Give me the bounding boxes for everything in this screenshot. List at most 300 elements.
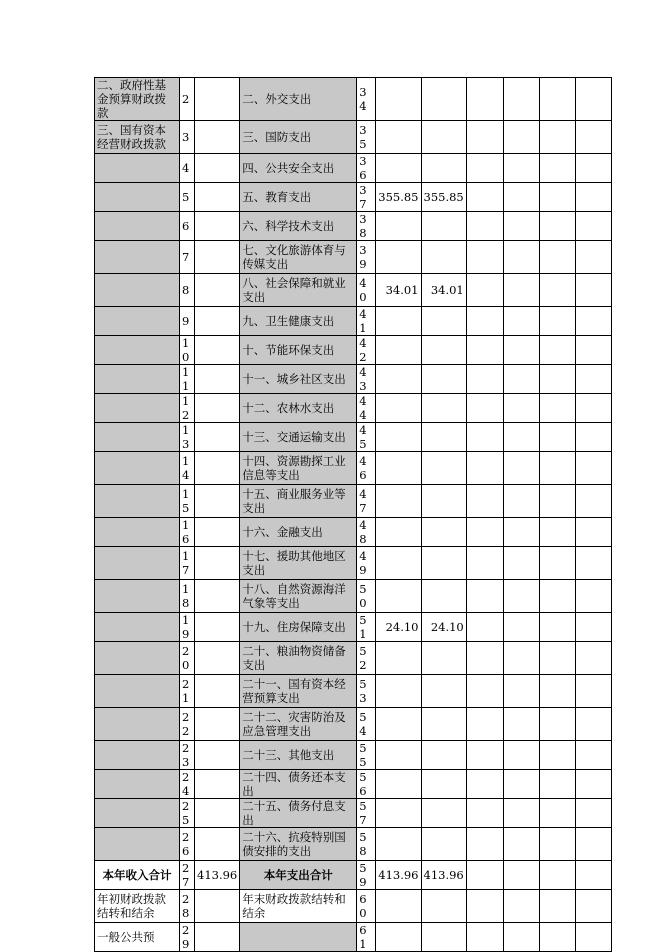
empty-cell [503, 675, 539, 708]
income-line-number: 17 [180, 547, 195, 580]
empty-cell [466, 890, 503, 923]
expense-item-label: 五、教育支出 [240, 183, 357, 212]
expense-amount-general [421, 828, 466, 861]
empty-cell [503, 828, 539, 861]
expense-line-number: 52 [357, 642, 376, 675]
expense-amount-general [421, 770, 466, 799]
empty-cell [575, 741, 611, 770]
table-row [95, 307, 612, 336]
income-item-label [95, 365, 180, 394]
general-budget-expense-line-number: 61 [357, 923, 376, 952]
general-budget-label: 一般公共预 [95, 923, 180, 952]
empty-cell [466, 580, 503, 613]
empty-cell [539, 923, 575, 952]
expense-amount-general [421, 485, 466, 518]
income-total-line-number: 27 [180, 861, 195, 890]
expense-amount-total: 34.01 [376, 274, 421, 307]
empty-cell [376, 923, 421, 952]
empty-cell [503, 741, 539, 770]
empty-cell [503, 580, 539, 613]
income-amount-cell [195, 485, 240, 518]
income-line-number: 5 [180, 183, 195, 212]
expense-item-label: 十二、农林水支出 [240, 394, 357, 423]
expense-item-label: 二十四、债务还本支出 [240, 770, 357, 799]
empty-cell [503, 307, 539, 336]
income-amount-cell [195, 241, 240, 274]
table-row [95, 547, 612, 580]
income-line-number: 11 [180, 365, 195, 394]
income-amount-cell [195, 675, 240, 708]
expense-amount-general [421, 741, 466, 770]
expense-amount-general [421, 708, 466, 741]
expense-line-number: 49 [357, 547, 376, 580]
expense-amount-total [376, 241, 421, 274]
expense-item-label: 十九、住房保障支出 [240, 613, 357, 642]
expense-amount-total [376, 547, 421, 580]
expense-item-label: 十七、援助其他地区支出 [240, 547, 357, 580]
income-item-label [95, 580, 180, 613]
expense-line-number: 45 [357, 423, 376, 452]
empty-cell [503, 121, 539, 154]
empty-cell [539, 485, 575, 518]
empty-cell [503, 452, 539, 485]
income-item-label [95, 241, 180, 274]
income-line-number: 16 [180, 518, 195, 547]
income-amount-cell [195, 154, 240, 183]
empty-cell [376, 890, 421, 923]
empty-cell [421, 890, 466, 923]
income-total-label: 本年收入合计 [95, 861, 180, 890]
income-amount-cell [195, 741, 240, 770]
table-row [95, 741, 612, 770]
expense-amount-general: 24.10 [421, 613, 466, 642]
income-line-number: 2 [180, 78, 195, 121]
end-carryover-label: 年末财政拨款结转和结余 [240, 890, 357, 923]
income-line-number: 15 [180, 485, 195, 518]
table-row [95, 212, 612, 241]
empty-cell [503, 336, 539, 365]
income-item-label [95, 518, 180, 547]
empty-cell [466, 708, 503, 741]
end-carryover-line-number: 60 [357, 890, 376, 923]
empty-cell [575, 547, 611, 580]
empty-cell [503, 547, 539, 580]
empty-cell [539, 394, 575, 423]
expense-amount-general [421, 212, 466, 241]
income-line-number: 6 [180, 212, 195, 241]
expense-line-number: 41 [357, 307, 376, 336]
empty-cell [466, 274, 503, 307]
income-total-amount: 413.96 [195, 861, 240, 890]
empty-cell [575, 307, 611, 336]
income-line-number: 12 [180, 394, 195, 423]
income-line-number: 20 [180, 642, 195, 675]
expense-line-number: 53 [357, 675, 376, 708]
income-item-label [95, 828, 180, 861]
expense-amount-general [421, 241, 466, 274]
income-amount-cell [195, 799, 240, 828]
expense-item-label: 十六、金融支出 [240, 518, 357, 547]
income-item-label [95, 613, 180, 642]
carryover-row [95, 890, 612, 923]
empty-cell [539, 183, 575, 212]
empty-cell [575, 675, 611, 708]
empty-cell [575, 642, 611, 675]
empty-cell [575, 485, 611, 518]
expense-item-label: 二十三、其他支出 [240, 741, 357, 770]
table-row [95, 241, 612, 274]
table-row [95, 121, 612, 154]
expense-item-label: 六、科学技术支出 [240, 212, 357, 241]
expense-amount-total [376, 307, 421, 336]
income-item-label: 二、政府性基金预算财政拨款 [95, 78, 180, 121]
income-amount-cell [195, 580, 240, 613]
empty-cell [575, 890, 611, 923]
total-row [95, 861, 612, 890]
income-amount-cell [195, 274, 240, 307]
expense-amount-total [376, 799, 421, 828]
empty-cell [466, 307, 503, 336]
table-row [95, 78, 612, 121]
empty-cell [539, 518, 575, 547]
table-row [95, 642, 612, 675]
empty-cell [539, 121, 575, 154]
expense-amount-total [376, 741, 421, 770]
expense-amount-general [421, 154, 466, 183]
expense-amount-total [376, 154, 421, 183]
table-row [95, 828, 612, 861]
empty-cell [539, 241, 575, 274]
empty-cell [575, 274, 611, 307]
income-line-number: 4 [180, 154, 195, 183]
expense-total-label: 本年支出合计 [240, 861, 357, 890]
expense-amount-total [376, 518, 421, 547]
empty-cell [539, 613, 575, 642]
empty-cell [195, 890, 240, 923]
empty-cell [503, 708, 539, 741]
empty-cell [195, 923, 240, 952]
empty-cell [539, 828, 575, 861]
income-line-number: 23 [180, 741, 195, 770]
income-item-label [95, 154, 180, 183]
expense-item-label: 八、社会保障和就业支出 [240, 274, 357, 307]
empty-cell [503, 154, 539, 183]
empty-cell [539, 365, 575, 394]
expense-amount-total [376, 828, 421, 861]
empty-cell [466, 394, 503, 423]
expense-amount-general: 355.85 [421, 183, 466, 212]
expense-item-label: 三、国防支出 [240, 121, 357, 154]
empty-cell [466, 547, 503, 580]
income-amount-cell [195, 307, 240, 336]
empty-cell [466, 452, 503, 485]
income-item-label [95, 423, 180, 452]
expense-item-label: 十、节能环保支出 [240, 336, 357, 365]
expense-amount-general [421, 452, 466, 485]
income-item-label [95, 212, 180, 241]
expense-line-number: 38 [357, 212, 376, 241]
empty-cell [539, 154, 575, 183]
expense-item-label: 二十二、灾害防治及应急管理支出 [240, 708, 357, 741]
expense-line-number: 48 [357, 518, 376, 547]
expense-line-number: 37 [357, 183, 376, 212]
empty-cell [575, 613, 611, 642]
table-row [95, 452, 612, 485]
table-row [95, 183, 612, 212]
income-amount-cell [195, 78, 240, 121]
empty-cell [503, 770, 539, 799]
income-amount-cell [195, 547, 240, 580]
general-budget-line-number: 29 [180, 923, 195, 952]
expense-line-number: 57 [357, 799, 376, 828]
empty-cell [466, 828, 503, 861]
empty-gray-cell [240, 923, 357, 952]
empty-cell [466, 121, 503, 154]
expense-amount-total: 24.10 [376, 613, 421, 642]
empty-cell [503, 365, 539, 394]
expense-line-number: 39 [357, 241, 376, 274]
income-amount-cell [195, 336, 240, 365]
income-line-number: 26 [180, 828, 195, 861]
empty-cell [466, 861, 503, 890]
empty-cell [575, 121, 611, 154]
empty-cell [575, 212, 611, 241]
income-line-number: 25 [180, 799, 195, 828]
income-item-label [95, 799, 180, 828]
empty-cell [575, 452, 611, 485]
expense-line-number: 50 [357, 580, 376, 613]
empty-cell [503, 212, 539, 241]
income-item-label: 三、国有资本经营财政拨款 [95, 121, 180, 154]
expense-amount-total [376, 675, 421, 708]
income-amount-cell [195, 212, 240, 241]
table-row [95, 580, 612, 613]
income-item-label [95, 274, 180, 307]
income-line-number: 13 [180, 423, 195, 452]
expense-line-number: 36 [357, 154, 376, 183]
empty-cell [575, 78, 611, 121]
empty-cell [575, 861, 611, 890]
empty-cell [539, 423, 575, 452]
table-row [95, 770, 612, 799]
expense-total-line-number: 59 [357, 861, 376, 890]
empty-cell [466, 212, 503, 241]
table-row [95, 799, 612, 828]
expense-line-number: 34 [357, 78, 376, 121]
empty-cell [575, 770, 611, 799]
empty-cell [466, 78, 503, 121]
empty-cell [503, 241, 539, 274]
income-item-label [95, 770, 180, 799]
table-row [95, 518, 612, 547]
empty-cell [503, 394, 539, 423]
expense-amount-general [421, 307, 466, 336]
empty-cell [466, 241, 503, 274]
empty-cell [503, 78, 539, 121]
expense-amount-general [421, 336, 466, 365]
expense-amount-total [376, 708, 421, 741]
empty-cell [539, 642, 575, 675]
empty-cell [575, 828, 611, 861]
table-row [95, 708, 612, 741]
expense-amount-total [376, 642, 421, 675]
empty-cell [539, 861, 575, 890]
empty-cell [575, 241, 611, 274]
empty-cell [503, 423, 539, 452]
income-item-label [95, 336, 180, 365]
income-amount-cell [195, 770, 240, 799]
income-item-label [95, 485, 180, 518]
empty-cell [575, 365, 611, 394]
expense-amount-general [421, 423, 466, 452]
expense-line-number: 43 [357, 365, 376, 394]
expense-amount-general [421, 799, 466, 828]
empty-cell [539, 274, 575, 307]
income-line-number: 10 [180, 336, 195, 365]
income-item-label [95, 183, 180, 212]
general-budget-row [95, 923, 612, 952]
expense-line-number: 58 [357, 828, 376, 861]
income-item-label [95, 547, 180, 580]
income-amount-cell [195, 423, 240, 452]
expense-item-label: 二十、粮油物资储备支出 [240, 642, 357, 675]
expense-item-label: 十五、商业服务业等支出 [240, 485, 357, 518]
expense-line-number: 47 [357, 485, 376, 518]
income-line-number: 7 [180, 241, 195, 274]
empty-cell [503, 183, 539, 212]
empty-cell [539, 580, 575, 613]
table-row [95, 485, 612, 518]
income-amount-cell [195, 121, 240, 154]
table-row [95, 154, 612, 183]
empty-cell [466, 642, 503, 675]
expense-amount-total [376, 121, 421, 154]
expense-amount-general [421, 675, 466, 708]
income-line-number: 3 [180, 121, 195, 154]
empty-cell [539, 799, 575, 828]
empty-cell [466, 365, 503, 394]
empty-cell [466, 336, 503, 365]
income-line-number: 8 [180, 274, 195, 307]
expense-amount-general [421, 580, 466, 613]
empty-cell [503, 613, 539, 642]
empty-cell [466, 770, 503, 799]
expense-total-amount: 413.96 [376, 861, 421, 890]
expense-item-label: 二、外交支出 [240, 78, 357, 121]
income-item-label [95, 307, 180, 336]
expense-line-number: 35 [357, 121, 376, 154]
income-line-number: 22 [180, 708, 195, 741]
table-row [95, 423, 612, 452]
income-amount-cell [195, 394, 240, 423]
empty-cell [539, 78, 575, 121]
empty-cell [539, 675, 575, 708]
empty-cell [575, 394, 611, 423]
income-item-label [95, 642, 180, 675]
expense-line-number: 44 [357, 394, 376, 423]
table-row [95, 336, 612, 365]
income-amount-cell [195, 708, 240, 741]
expense-item-label: 二十一、国有资本经营预算支出 [240, 675, 357, 708]
expense-amount-general [421, 547, 466, 580]
empty-cell [539, 212, 575, 241]
income-amount-cell [195, 183, 240, 212]
empty-cell [466, 423, 503, 452]
empty-cell [421, 923, 466, 952]
expense-line-number: 46 [357, 452, 376, 485]
table-row [95, 675, 612, 708]
expense-line-number: 54 [357, 708, 376, 741]
empty-cell [503, 518, 539, 547]
empty-cell [575, 580, 611, 613]
empty-cell [575, 154, 611, 183]
empty-cell [539, 708, 575, 741]
income-amount-cell [195, 452, 240, 485]
expense-item-label: 十一、城乡社区支出 [240, 365, 357, 394]
table-row [95, 613, 612, 642]
empty-cell [539, 452, 575, 485]
expense-amount-total [376, 452, 421, 485]
empty-cell [503, 642, 539, 675]
expense-amount-general: 34.01 [421, 274, 466, 307]
income-amount-cell [195, 613, 240, 642]
expense-amount-general [421, 121, 466, 154]
expense-item-label: 十四、资源勘探工业信息等支出 [240, 452, 357, 485]
expense-item-label: 九、卫生健康支出 [240, 307, 357, 336]
empty-cell [466, 799, 503, 828]
table-row [95, 274, 612, 307]
table-row [95, 394, 612, 423]
begin-carryover-line-number: 28 [180, 890, 195, 923]
income-line-number: 9 [180, 307, 195, 336]
expense-amount-general [421, 518, 466, 547]
income-line-number: 21 [180, 675, 195, 708]
expense-item-label: 二十六、抗疫特别国债安排的支出 [240, 828, 357, 861]
expense-total-general: 413.96 [421, 861, 466, 890]
expense-amount-general [421, 642, 466, 675]
empty-cell [539, 890, 575, 923]
empty-cell [503, 485, 539, 518]
empty-cell [575, 183, 611, 212]
empty-cell [539, 547, 575, 580]
empty-cell [539, 336, 575, 365]
empty-cell [503, 799, 539, 828]
income-item-label [95, 675, 180, 708]
income-amount-cell [195, 828, 240, 861]
empty-cell [466, 613, 503, 642]
begin-carryover-label: 年初财政拨款结转和结余 [95, 890, 180, 923]
table-row [95, 365, 612, 394]
empty-cell [575, 923, 611, 952]
expense-amount-total [376, 485, 421, 518]
empty-cell [466, 183, 503, 212]
expense-amount-total [376, 212, 421, 241]
empty-cell [575, 518, 611, 547]
expense-amount-total [376, 580, 421, 613]
income-amount-cell [195, 518, 240, 547]
empty-cell [503, 861, 539, 890]
income-line-number: 18 [180, 580, 195, 613]
empty-cell [466, 485, 503, 518]
expense-line-number: 40 [357, 274, 376, 307]
expense-amount-general [421, 78, 466, 121]
budget-table [94, 77, 612, 952]
empty-cell [575, 708, 611, 741]
expense-amount-total [376, 336, 421, 365]
empty-cell [575, 336, 611, 365]
empty-cell [539, 770, 575, 799]
expense-amount-total [376, 423, 421, 452]
